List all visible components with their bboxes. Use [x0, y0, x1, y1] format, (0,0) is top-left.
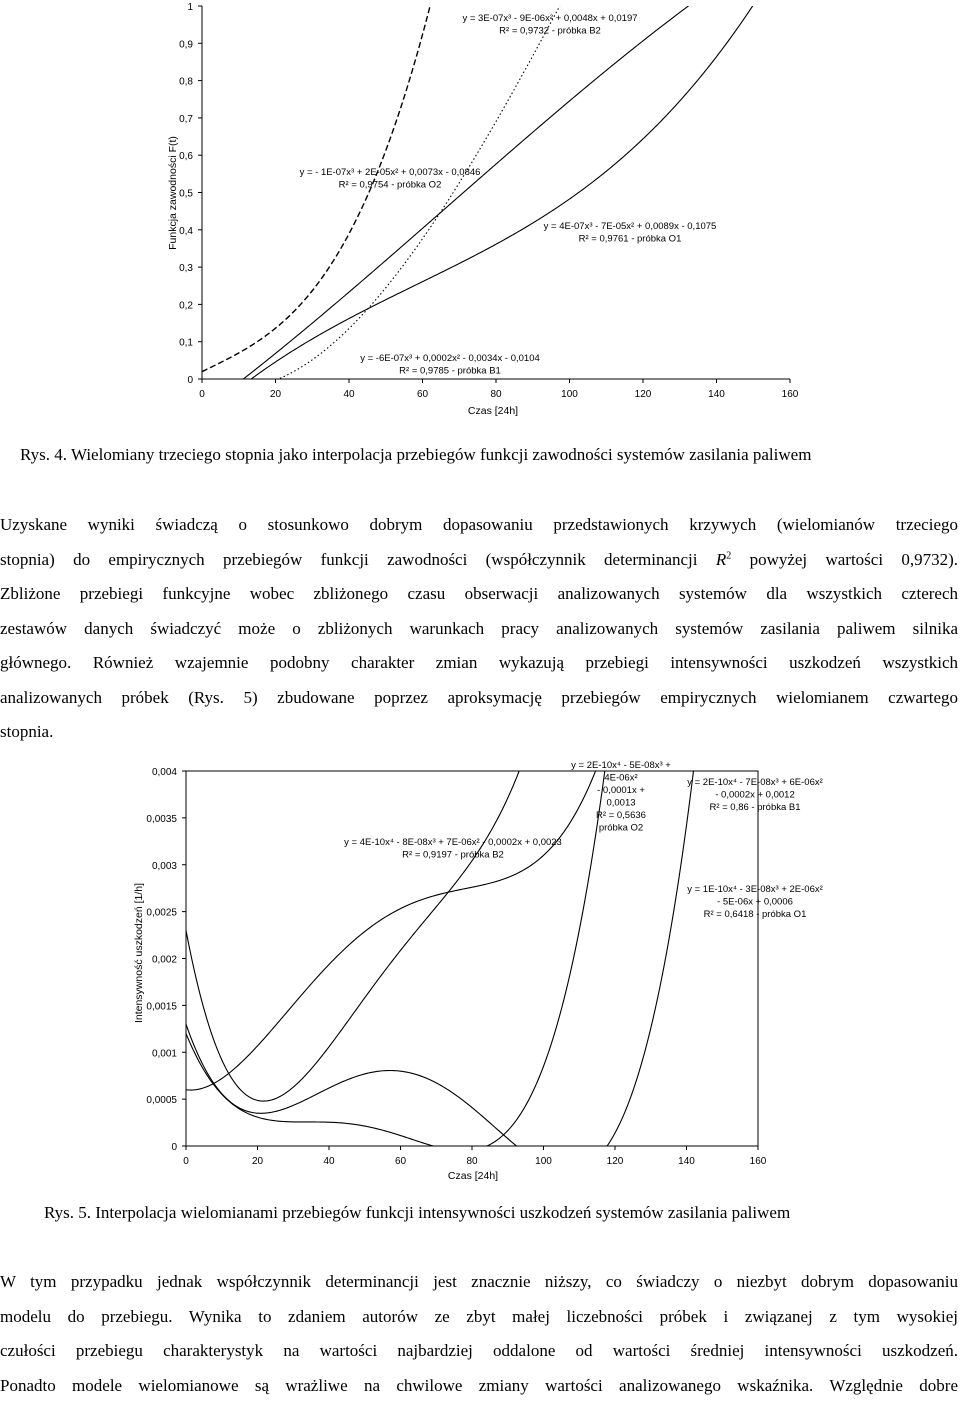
series-próbka-b2-line	[186, 755, 758, 1101]
x-tick-label: 60	[417, 389, 429, 400]
figure-2-chart	[120, 755, 840, 1185]
x-tick-label: 140	[678, 1156, 695, 1167]
annotation-text: 4E-06x²	[604, 773, 637, 784]
x-tick-label: 40	[323, 1156, 335, 1167]
annotation-text: próbka O2	[599, 823, 643, 834]
annotation-text: 0,0013	[606, 798, 635, 809]
figure-1-caption: Rys. 4. Wielomiany trzeciego stopnia jako interpolacja przebiegów funkcji zawodności systemów zasilania paliwem	[20, 445, 811, 465]
paragraph-2-line: modelu do przebiegu. Wynika to zdaniem autorów ze zbyt małej liczebności próbek i związanej z tym wysokiej	[0, 1300, 958, 1335]
y-tick-label: 0,001	[152, 1048, 177, 1059]
annotation-text: - 5E-06x + 0,0006	[717, 897, 793, 908]
x-tick-label: 100	[561, 389, 578, 400]
paragraph-2-line: Ponadto modele wielomianowe są wrażliwe na chwilowe zmiany wartości analizowanego wskaźnika. Względnie dobre	[0, 1369, 958, 1403]
y-tick-label: 0	[171, 1142, 177, 1153]
y-tick-label: 0,8	[179, 77, 193, 88]
figure-2-caption: Rys. 5. Interpolacja wielomianami przebiegów funkcji intensywności uszkodzeń systemów zasilania paliwem	[44, 1203, 790, 1223]
x-tick-label: 20	[270, 389, 282, 400]
paragraph-1-line-text: stopnia) do empirycznych przebiegów funkcji zawodności (współczynnik determinancji	[0, 550, 698, 569]
annotation-text: y = 3E-07x³ - 9E-06x² + 0,0048x + 0,0197	[462, 13, 637, 24]
paragraph-1-line	[0, 543, 958, 578]
annotation-text: y = -6E-07x³ + 0,0002x² - 0,0034x - 0,0104	[360, 353, 540, 364]
paragraph-2-line: W tym przypadku jednak współczynnik determinancji jest znacznie niższy, co świadczy o niezbyt dobrym dopasowaniu	[0, 1265, 958, 1300]
r2-exponent: 2	[726, 550, 731, 561]
x-tick-label: 140	[708, 389, 725, 400]
y-tick-label: 0,002	[152, 955, 177, 966]
x-axis-label: Czas [24h]	[468, 405, 518, 417]
annotation-text: y = 2E-10x⁴ - 7E-08x³ + 6E-06x²	[687, 777, 823, 788]
paragraph-1-line: zestawów danych świadczyć może o zbliżonych warunkach pracy analizowanych systemów zasilania paliwem silnika	[0, 612, 958, 647]
annotation-text: R² = 0,6418 - próbka O1	[704, 909, 807, 920]
x-tick-label: 160	[750, 1156, 767, 1167]
annotation-text: y = 4E-10x⁴ - 8E-08x³ + 7E-06x² - 0,0002x + 0,0023	[344, 837, 562, 848]
y-tick-label: 0,0015	[146, 1001, 177, 1012]
paragraph-1-line: stopnia.	[0, 715, 958, 750]
r2-symbol: R	[716, 550, 726, 569]
paragraph-1-line: głównego. Również wzajemnie podobny charakter zmian wykazują przebiegi intensywności uszkodzeń wszystkich	[0, 646, 958, 681]
series-próbka-b2-line	[202, 0, 790, 372]
annotation-text: - 0,0001x +	[597, 785, 645, 796]
y-tick-label: 0,2	[179, 300, 193, 311]
x-tick-label: 40	[343, 389, 355, 400]
y-axis-label: Funkcja zawodności F(t)	[167, 136, 179, 250]
paragraph-1	[0, 508, 958, 750]
x-tick-label: 0	[199, 389, 205, 400]
annotation-text: R² = 0,9197 - próbka B2	[402, 850, 504, 861]
series-próbka-b1-line	[186, 755, 758, 1151]
paragraph-1-line: Zbliżone przebiegi funkcyjne wobec zbliżonego czasu obserwacji analizowanych systemów dla wszystkich czterech	[0, 577, 958, 612]
annotation-text: R² = 0,86 - próbka B1	[709, 802, 800, 813]
x-tick-label: 160	[782, 389, 799, 400]
annotation-text: R² = 0,5636	[596, 810, 646, 821]
series-próbka-b1-line	[202, 0, 790, 388]
y-tick-label: 0,9	[179, 39, 193, 50]
y-axis-label: Intensywność uszkodzeń [1/h]	[133, 883, 145, 1023]
y-tick-label: 0,4	[179, 226, 193, 237]
annotation-text: y = 4E-07x³ - 7E-05x² + 0,0089x - 0,1075	[544, 221, 717, 232]
series-próbka-o2-line	[202, 0, 790, 411]
y-tick-label: 1	[187, 2, 193, 13]
y-tick-label: 0,3	[179, 263, 193, 274]
y-tick-label: 0,5	[179, 189, 193, 200]
annotation-text: R² = 0,9732 - próbka B2	[499, 26, 601, 37]
x-tick-label: 120	[607, 1156, 624, 1167]
annotation-text: R² = 0,9754 - próbka O2	[339, 180, 442, 191]
x-tick-label: 120	[635, 389, 652, 400]
y-tick-label: 0,6	[179, 151, 193, 162]
y-tick-label: 0,0005	[146, 1095, 177, 1106]
y-tick-label: 0,1	[179, 338, 193, 349]
paragraph-1-line: Uzyskane wyniki świadczą o stosunkowo dobrym dopasowaniu przedstawionych krzywych (wielomianów trzeciego	[0, 508, 958, 543]
x-tick-label: 0	[183, 1156, 189, 1167]
x-tick-label: 80	[466, 1156, 478, 1167]
plot-area	[186, 771, 758, 1146]
x-tick-label: 60	[395, 1156, 407, 1167]
y-tick-label: 0	[187, 375, 193, 386]
paragraph-1-line-tail: powyżej wartości 0,9732).	[750, 550, 958, 569]
annotation-text: - 0,0002x + 0,0012	[715, 790, 795, 801]
annotation-text: R² = 0,9785 - próbka B1	[399, 366, 501, 377]
x-tick-label: 100	[535, 1156, 552, 1167]
y-tick-label: 0,0035	[146, 814, 177, 825]
x-tick-label: 20	[252, 1156, 264, 1167]
x-axis-label: Czas [24h]	[448, 1170, 498, 1182]
y-tick-label: 0,004	[152, 767, 177, 778]
y-tick-label: 0,7	[179, 114, 193, 125]
paragraph-2	[0, 1265, 958, 1403]
y-tick-label: 0,003	[152, 861, 177, 872]
figure-1-chart	[150, 0, 810, 420]
annotation-text: y = 1E-10x⁴ - 3E-08x³ + 2E-06x²	[687, 884, 823, 895]
series-próbka-o2-line	[186, 755, 758, 1172]
paragraph-2-line: czułości przebiegu charakterystyk na wartości najbardziej oddalone od wartości średniej intensywności uszkodzeń.	[0, 1334, 958, 1369]
y-tick-label: 0,0025	[146, 908, 177, 919]
paragraph-1-line: analizowanych próbek (Rys. 5) zbudowane poprzez aproksymację przebiegów empirycznych wielomianem czwartego	[0, 681, 958, 716]
x-tick-label: 80	[490, 389, 502, 400]
annotation-text: y = - 1E-07x³ + 2E-05x² + 0,0073x - 0,0846	[300, 167, 481, 178]
annotation-text: y = 2E-10x⁴ - 5E-08x³ +	[571, 760, 671, 771]
annotation-text: R² = 0,9761 - próbka O1	[579, 234, 682, 245]
